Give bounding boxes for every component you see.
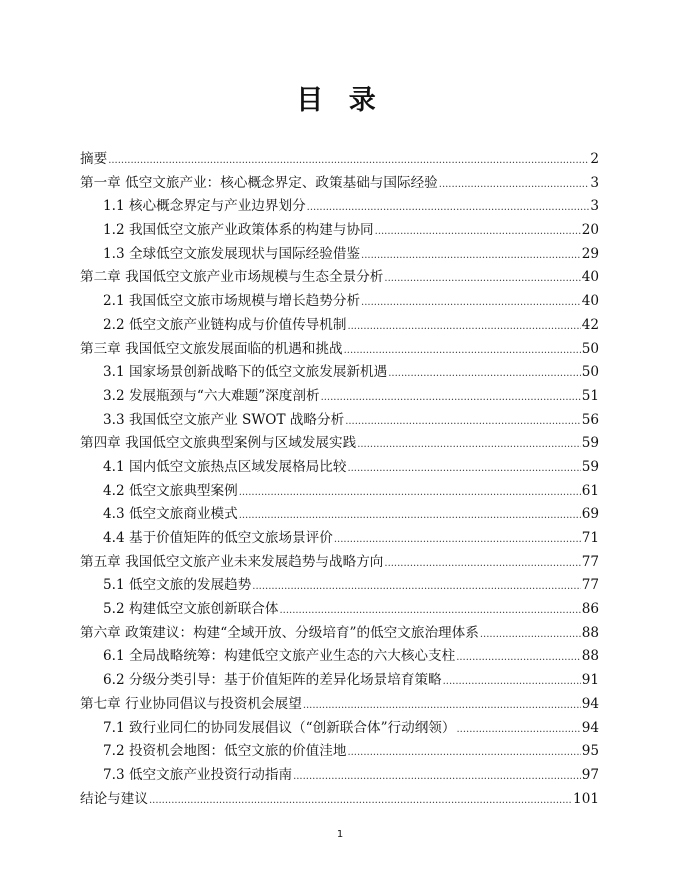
toc-entry-label: 1.1 核心概念界定与产业边界划分 — [103, 198, 306, 215]
toc-entry-label: 第五章 我国低空文旅产业未来发展趋势与战略方向 — [80, 553, 384, 570]
toc-section-entry[interactable] — [80, 360, 599, 384]
dot-leader — [347, 463, 580, 474]
toc-entry-label: 2.2 低空文旅产业链构成与价值传导机制 — [103, 316, 347, 333]
toc-section-entry[interactable] — [80, 455, 599, 479]
toc-chapter-entry[interactable] — [80, 171, 599, 195]
toc-entry-page: 91 — [581, 672, 599, 689]
toc-entry-page: 95 — [581, 743, 599, 760]
toc-chapter-entry[interactable] — [80, 265, 599, 289]
toc-section-entry[interactable] — [80, 408, 599, 432]
toc-section-entry[interactable] — [80, 194, 599, 218]
toc-entry-label: 4.2 低空文旅典型案例 — [103, 482, 238, 499]
toc-section-entry[interactable] — [80, 289, 599, 313]
toc-entry-page: 88 — [581, 648, 599, 665]
toc-entry-page: 50 — [581, 364, 599, 381]
dot-leader — [334, 534, 581, 545]
toc-entry-label: 第二章 我国低空文旅产业市场规模与生态全景分析 — [80, 269, 384, 286]
toc-entry-page: 101 — [573, 790, 599, 807]
toc-entry-page: 61 — [581, 482, 599, 499]
toc-entry-page: 2 — [590, 151, 599, 167]
toc-section-entry[interactable] — [80, 739, 599, 763]
dot-leader — [361, 297, 581, 308]
toc-entry-label: 3.3 我国低空文旅产业 SWOT 战略分析 — [103, 411, 345, 428]
toc-chapter-entry[interactable] — [80, 431, 599, 455]
toc-entry-page: 29 — [581, 245, 599, 262]
toc-entry-label: 第七章 行业协同倡议与投资机会展望 — [80, 695, 302, 712]
toc-section-entry[interactable] — [80, 479, 599, 503]
dot-leader — [239, 487, 581, 498]
dot-leader — [303, 700, 581, 711]
toc-chapter-entry[interactable] — [80, 621, 599, 645]
toc-entry-page: 3 — [590, 198, 599, 215]
toc-section-entry[interactable] — [80, 384, 599, 408]
toc-entry-page: 59 — [581, 458, 599, 475]
dot-leader — [357, 439, 580, 450]
toc-entry-page: 20 — [581, 222, 599, 239]
toc-section-entry[interactable] — [80, 763, 599, 787]
dot-leader — [439, 179, 590, 190]
dot-leader — [361, 250, 581, 261]
toc-chapter-entry[interactable] — [80, 147, 599, 171]
toc-chapter-entry[interactable] — [80, 787, 599, 811]
toc-entry-page: 94 — [581, 719, 599, 736]
toc-entry-page: 51 — [581, 387, 599, 404]
toc-section-entry[interactable] — [80, 502, 599, 526]
toc-title: 目 录 — [296, 85, 384, 116]
toc-entry-label: 第三章 我国低空文旅发展面临的机遇和挑战 — [80, 340, 343, 357]
toc-entry-label: 3.2 发展瓶颈与“六大难题”深度剖析 — [103, 387, 320, 404]
toc-entry-label: 4.4 基于价值矩阵的低空文旅场景评价 — [103, 530, 333, 546]
toc-entry-label: 摘要 — [80, 151, 108, 167]
dot-leader — [345, 416, 580, 427]
toc-entry-label: 1.3 全球低空文旅发展现状与国际经验借鉴 — [103, 245, 361, 262]
toc-chapter-entry[interactable] — [80, 550, 599, 574]
dot-leader — [384, 558, 580, 569]
toc-section-entry[interactable] — [80, 573, 599, 597]
toc-entry-label: 5.2 构建低空文旅创新联合体 — [103, 601, 279, 618]
toc-entry-page: 88 — [581, 624, 599, 641]
toc-entry-label: 第六章 政策建议：构建“全域开放、分级培育”的低空文旅治理体系 — [80, 624, 479, 641]
toc-section-entry[interactable] — [80, 668, 599, 692]
toc-entry-label: 3.1 国家场景创新战略下的低空文旅发展新机遇 — [103, 364, 388, 381]
toc-section-entry[interactable] — [80, 242, 599, 266]
dot-leader — [457, 724, 581, 735]
toc-entry-page: 40 — [581, 269, 599, 286]
toc-entry-label: 7.1 致行业同仁的协同发展倡议（“创新联合体”行动纲领） — [103, 719, 456, 736]
dot-leader — [149, 795, 572, 806]
toc-chapter-entry[interactable] — [80, 337, 599, 361]
toc-entry-label: 2.1 我国低空文旅市场规模与增长趋势分析 — [103, 293, 361, 310]
toc-entry-label: 7.3 低空文旅产业投资行动指南 — [103, 766, 293, 783]
toc-entry-page: 77 — [581, 577, 599, 594]
dot-leader — [384, 273, 580, 284]
toc-entry-page: 97 — [581, 766, 599, 783]
toc-section-entry[interactable] — [80, 644, 599, 668]
dot-leader — [239, 510, 581, 521]
dot-leader — [252, 581, 580, 592]
table-of-contents — [80, 147, 599, 810]
toc-chapter-entry[interactable] — [80, 692, 599, 716]
toc-entry-label: 7.2 投资机会地图：低空文旅的价值洼地 — [103, 743, 347, 760]
dot-leader — [344, 345, 581, 356]
dot-leader — [307, 202, 590, 213]
toc-entry-label: 1.2 我国低空文旅产业政策体系的构建与协同 — [103, 222, 374, 239]
toc-entry-label: 4.1 国内低空文旅热点区域发展格局比较 — [103, 458, 347, 475]
toc-entry-label: 5.1 低空文旅的发展趋势 — [103, 577, 252, 594]
dot-leader — [347, 747, 580, 758]
dot-leader — [321, 392, 581, 403]
toc-entry-page: 71 — [581, 530, 599, 546]
toc-entry-page: 77 — [581, 553, 599, 570]
dot-leader — [443, 676, 581, 687]
dot-leader — [279, 605, 580, 616]
toc-entry-label: 第四章 我国低空文旅典型案例与区域发展实践 — [80, 435, 357, 452]
toc-entry-page: 59 — [581, 435, 599, 452]
dot-leader — [293, 771, 581, 782]
toc-section-entry[interactable] — [80, 218, 599, 242]
toc-entry-label: 结论与建议 — [80, 790, 148, 807]
page-number: 1 — [336, 829, 344, 840]
dot-leader — [375, 226, 581, 237]
toc-entry-page: 86 — [581, 601, 599, 618]
dot-leader — [456, 652, 580, 663]
toc-entry-label: 4.3 低空文旅商业模式 — [103, 506, 238, 523]
dot-leader — [108, 155, 589, 166]
dot-leader — [388, 368, 580, 379]
toc-entry-page: 69 — [581, 506, 599, 523]
toc-section-entry[interactable] — [80, 313, 599, 337]
toc-entry-page: 56 — [581, 411, 599, 428]
dot-leader — [480, 629, 581, 640]
toc-section-entry[interactable] — [80, 526, 599, 550]
toc-entry-page: 50 — [581, 340, 599, 357]
toc-section-entry[interactable] — [80, 716, 599, 740]
toc-entry-label: 第一章 低空文旅产业：核心概念界定、政策基础与国际经验 — [80, 174, 438, 191]
toc-entry-page: 42 — [581, 316, 599, 333]
toc-entry-page: 94 — [581, 695, 599, 712]
toc-entry-page: 3 — [590, 174, 599, 191]
dot-leader — [347, 321, 580, 332]
toc-entry-page: 40 — [581, 293, 599, 310]
toc-entry-label: 6.2 分级分类引导：基于价值矩阵的差异化场景培育策略 — [103, 672, 442, 689]
toc-entry-label: 6.1 全局战略统筹：构建低空文旅产业生态的六大核心支柱 — [103, 648, 456, 665]
toc-section-entry[interactable] — [80, 597, 599, 621]
